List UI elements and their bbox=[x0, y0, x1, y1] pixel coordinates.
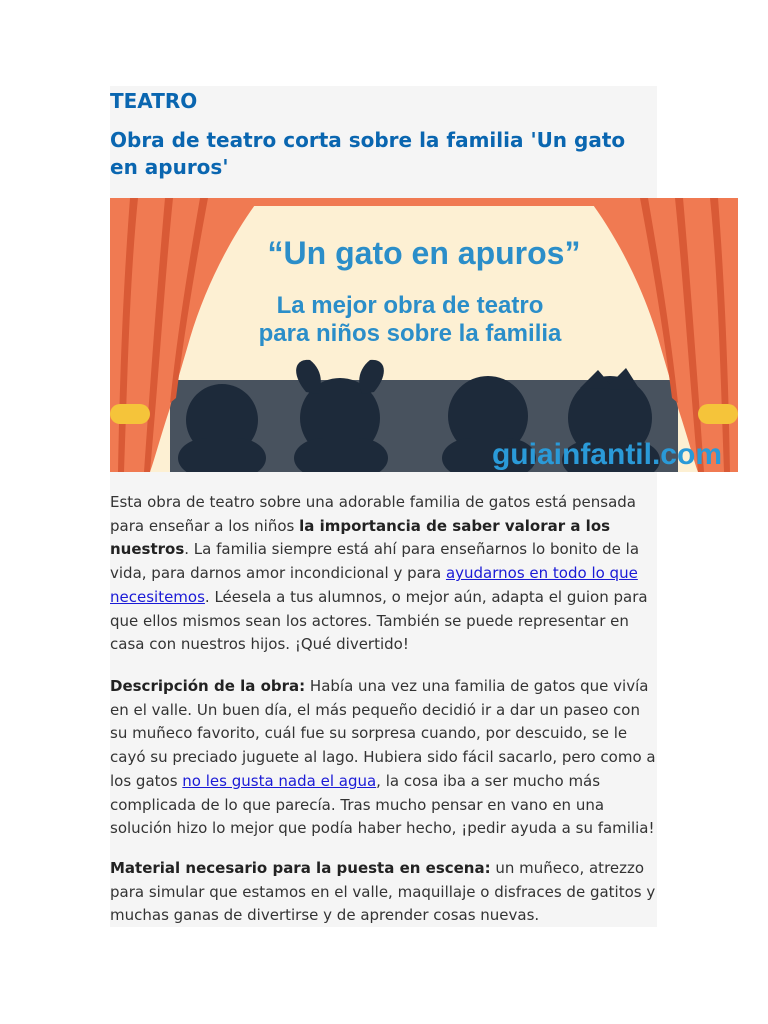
hero-brand: guiainfantil.com bbox=[491, 438, 722, 471]
left-tieback bbox=[110, 404, 150, 424]
paragraph-text: Esta obra de teatro sobre una adorable familia de gatos está pensada para enseñar a los niños bbox=[110, 493, 636, 535]
category-label: TEATRO bbox=[110, 89, 198, 113]
intro-paragraph bbox=[110, 491, 660, 657]
hero-subline-2: para niños sobre la familia bbox=[258, 320, 562, 347]
right-tieback bbox=[698, 404, 738, 424]
water-link[interactable]: no les gusta nada el agua bbox=[182, 771, 377, 790]
bold-phrase: la importancia de saber valorar a los nuestros bbox=[110, 516, 611, 559]
hero-image bbox=[110, 198, 738, 472]
hero-headline: “Un gato en apuros” bbox=[267, 235, 581, 271]
article-title: Obra de teatro corta sobre la familia 'Un gato en apuros' bbox=[110, 128, 626, 179]
hero-subline-1: La mejor obra de teatro bbox=[276, 292, 544, 319]
materials-label: Material necesario para la puesta en escena: bbox=[110, 859, 491, 877]
paragraph-text: . Léesela a tus alumnos, o mejor aún, adapta el guion para que ellos mismos sean los actores. También se puede representar en casa con nuestros hijos. ¡Qué divertido! bbox=[110, 587, 648, 654]
description-paragraph bbox=[110, 675, 660, 841]
paragraph-text: un muñeco, atrezzo para simular que estamos en el valle, maquillaje o disfraces de gatitos y muchas ganas de divertirse y de aprender cosas nuevas. bbox=[110, 859, 656, 925]
description-label: Descripción de la obra: bbox=[110, 677, 306, 695]
paragraph-text: , la cosa iba a ser mucho más complicada de lo que parecía. Tras mucho pensar en vano en una solución hizo lo mejor que podía haber hecho, ¡pedir ayuda a su familia! bbox=[110, 771, 655, 838]
materials-paragraph bbox=[110, 857, 660, 928]
help-link[interactable]: ayudarnos en todo lo que necesitemos bbox=[110, 564, 638, 606]
paragraph-text: . La familia siempre está ahí para enseñarnos lo bonito de la vida, para darnos amor incondicional y para bbox=[110, 540, 640, 583]
paragraph-text: Había una vez una familia de gatos que vivía en el valle. Un buen día, el más pequeño decidió ir a dar un paseo con su muñeco favorito, cuál fue su sorpresa cuando, por descuido, se le cayó su preciado juguete al lago. Hubiera sido fácil sacarlo, pero como a los gatos bbox=[110, 677, 656, 790]
